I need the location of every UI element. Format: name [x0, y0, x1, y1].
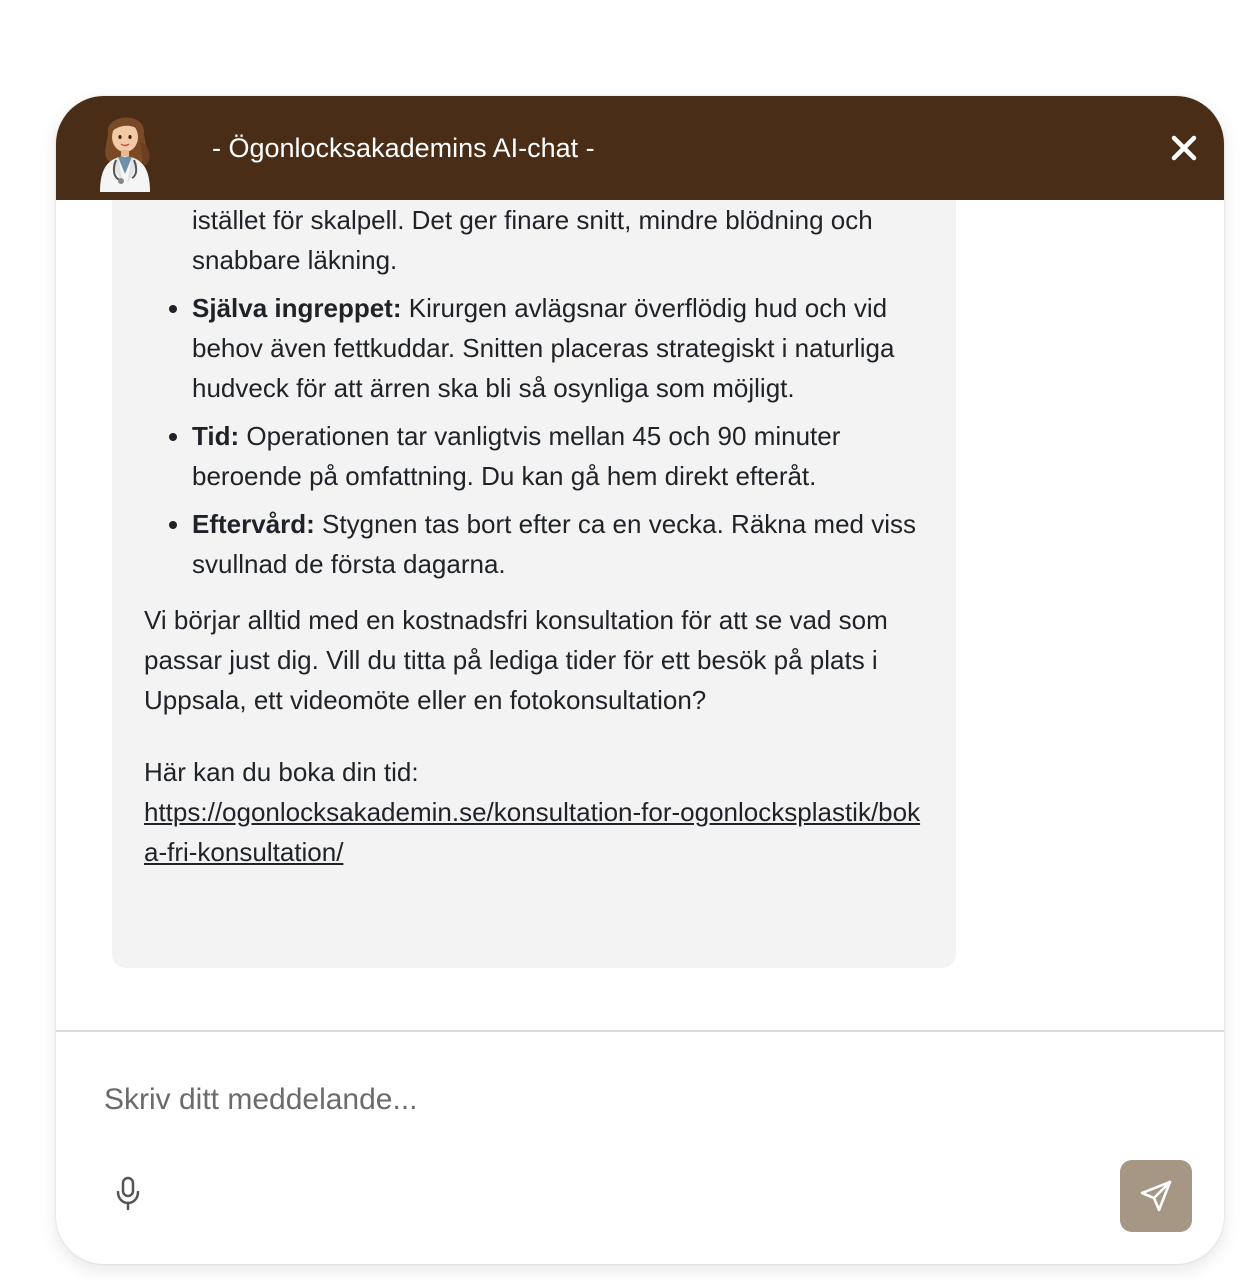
booking-label: Här kan du boka din tid:	[144, 757, 419, 787]
list-item	[192, 416, 924, 496]
chat-window	[56, 96, 1224, 1264]
close-icon[interactable]	[1168, 132, 1200, 164]
input-area	[56, 1032, 1224, 1264]
send-button[interactable]	[1120, 1160, 1192, 1232]
list-item-text: Kirurgen avlägsnar överflödig hud och vid behov även fettkuddar. Snitten placeras strategiskt i naturliga hudveck för att ärren ska bli så osynliga som möjligt.	[192, 293, 895, 403]
chat-title: - Ögonlocksakademins AI-chat -	[212, 133, 595, 163]
message-content	[144, 200, 924, 872]
list-item-text: Operationen tar vanligtvis mellan 45 och 90 minuter beroende på omfattning. Du kan gå hem direkt efteråt.	[192, 421, 841, 491]
list-item-heading: Eftervård:	[192, 509, 315, 539]
list-item	[192, 504, 924, 584]
chat-header	[56, 96, 1224, 200]
send-icon	[1138, 1178, 1174, 1214]
list-item-heading: Själva ingreppet:	[192, 293, 402, 323]
info-list	[144, 200, 924, 584]
doctor-avatar-icon	[90, 104, 160, 192]
list-item-text: istället för skalpell. Det ger finare snitt, mindre blödning och snabbare läkning.	[192, 205, 873, 275]
booking-paragraph	[144, 752, 924, 872]
microphone-icon[interactable]	[112, 1172, 144, 1212]
list-item	[192, 288, 924, 408]
list-item-heading: Tid:	[192, 421, 240, 451]
assistant-message-bubble	[112, 200, 956, 968]
consultation-paragraph: Vi börjar alltid med en kostnadsfri konsultation för att se vad som passar just dig. Vill du titta på lediga tider för ett besök på plats i Uppsala, ett videomöte eller en fotokonsultation?	[144, 605, 888, 715]
list-item	[192, 200, 924, 280]
message-list[interactable]	[56, 200, 1224, 1030]
list-item-text: Stygnen tas bort efter ca en vecka. Räkna med viss svullnad de första dagarna.	[192, 509, 917, 579]
message-input[interactable]	[104, 1076, 1164, 1124]
booking-link[interactable]: https://ogonlocksakademin.se/konsultation-for-ogonlocksplastik/boka-fri-konsultation/	[144, 797, 921, 867]
